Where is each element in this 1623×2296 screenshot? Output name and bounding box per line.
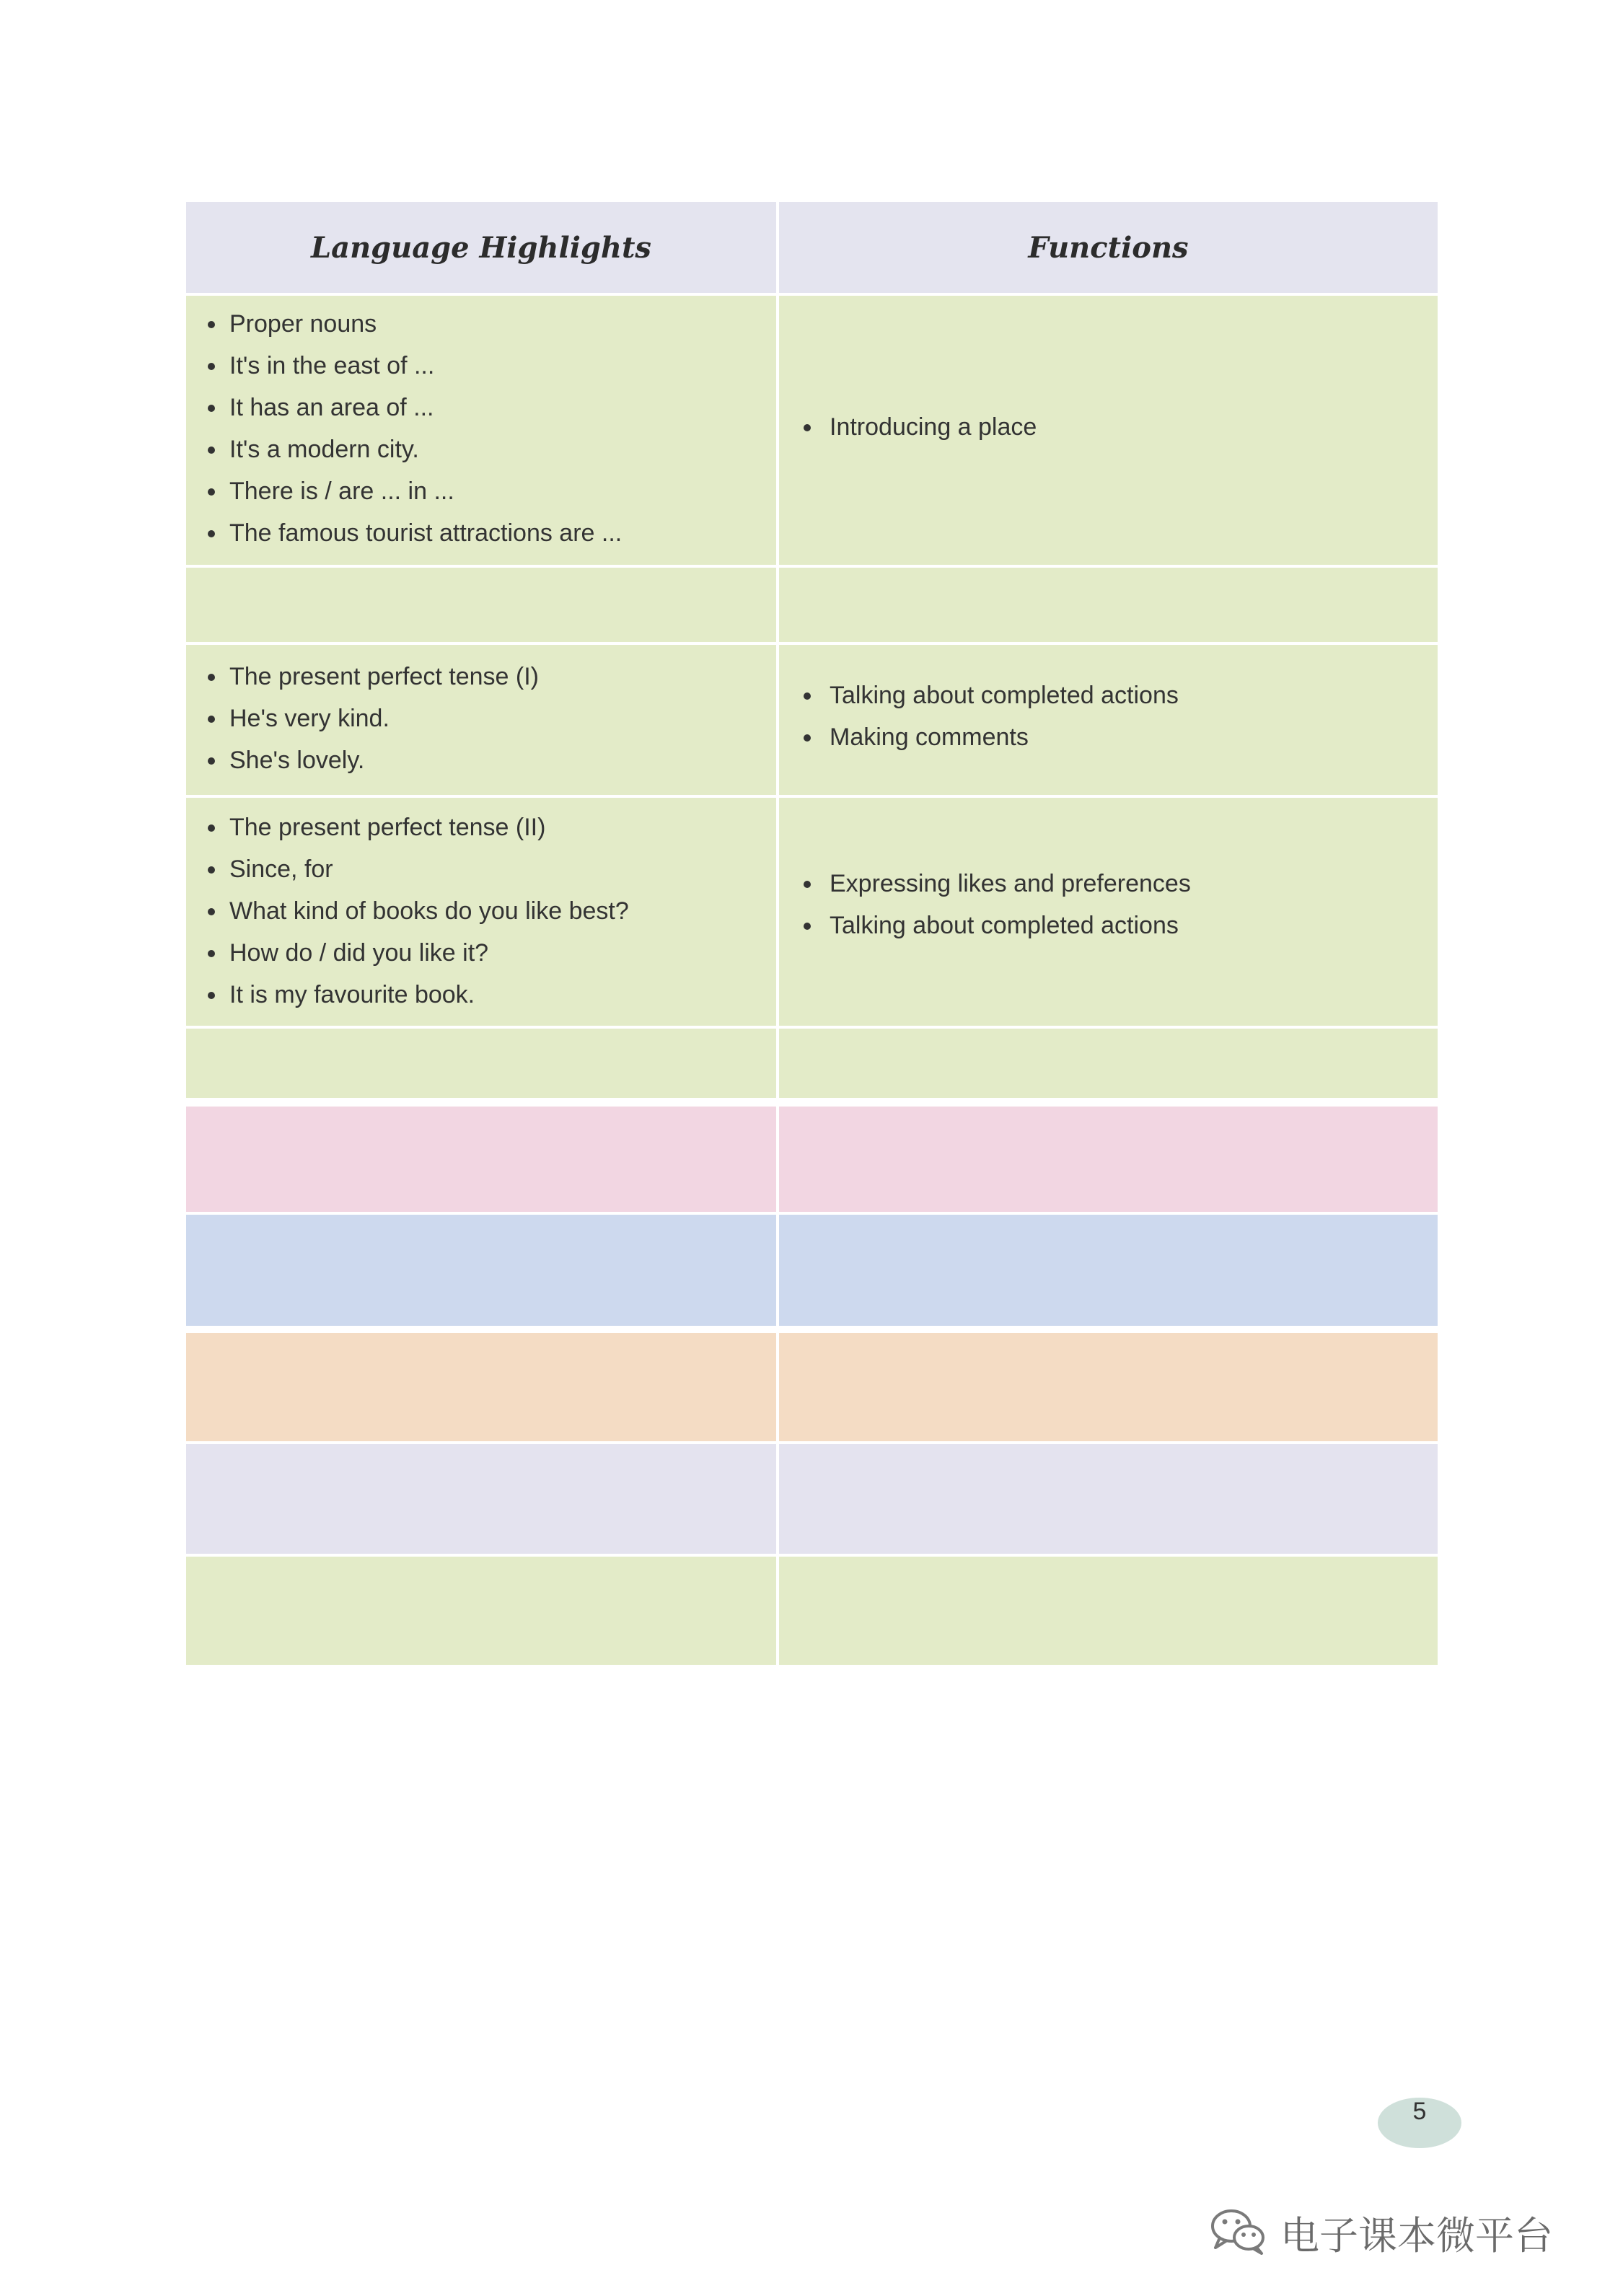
row-cell-right (779, 1557, 1438, 1665)
list-item: How do / did you like it? (186, 932, 776, 974)
list-item: It has an area of ... (186, 387, 776, 428)
row-cell-right (779, 1333, 1438, 1444)
row-cell-right (779, 645, 1438, 798)
table-row (186, 296, 1438, 568)
row-cell-left (186, 1333, 779, 1444)
language-list (186, 303, 776, 554)
functions-list (779, 674, 1179, 758)
table-row (186, 1557, 1438, 1665)
list-item: The famous tourist attractions are ... (186, 512, 776, 554)
list-item: Introducing a place (779, 406, 1037, 448)
list-item: Proper nouns (186, 303, 776, 345)
row-cell-left (186, 568, 779, 645)
functions-list (779, 406, 1037, 448)
list-item: Talking about completed actions (779, 905, 1191, 946)
list-item: Expressing likes and preferences (779, 863, 1191, 905)
row-cell-right (779, 798, 1438, 1029)
row-cell-left (186, 1029, 779, 1101)
list-item: What kind of books do you like best? (186, 890, 776, 932)
row-cell-left (186, 798, 779, 1029)
list-item: The present perfect tense (II) (186, 806, 776, 848)
row-cell-left (186, 1215, 779, 1329)
table-row (186, 645, 1438, 798)
row-cell-right (779, 296, 1438, 568)
page-number: 5 (1412, 2098, 1427, 2125)
row-cell-right (779, 1444, 1438, 1557)
list-item: It's in the east of ... (186, 345, 776, 387)
list-item: The present perfect tense (I) (186, 656, 776, 698)
page-number-badge (1378, 2098, 1461, 2148)
watermark-text: 电子课本微平台 (1280, 2212, 1553, 2258)
table-row (186, 568, 1438, 645)
table-row (186, 1329, 1438, 1444)
list-item: It is my favourite book. (186, 974, 776, 1016)
row-cell-right (779, 568, 1438, 645)
list-item: There is / are ... in ... (186, 470, 776, 512)
header-language-highlights: Language Highlights (311, 230, 651, 265)
table-row (186, 1444, 1438, 1557)
wechat-icon (1208, 2206, 1269, 2260)
table-row (186, 1215, 1438, 1329)
table-row (186, 1029, 1438, 1101)
header-cell-right (779, 202, 1438, 296)
table-row (186, 798, 1438, 1029)
list-item: Since, for (186, 848, 776, 890)
list-item: Making comments (779, 716, 1179, 758)
header-cell-left (186, 202, 779, 296)
row-cell-right (779, 1107, 1438, 1215)
list-item: She's lovely. (186, 739, 776, 781)
row-cell-right (779, 1215, 1438, 1329)
watermark (1208, 2204, 1553, 2261)
functions-list (779, 863, 1191, 946)
table-row (186, 1101, 1438, 1215)
row-cell-left (186, 1444, 779, 1557)
list-item: Talking about completed actions (779, 674, 1179, 716)
table-header-row (186, 202, 1438, 296)
language-list (186, 806, 776, 1016)
language-list (186, 656, 776, 781)
row-cell-left (186, 1107, 779, 1215)
header-functions: Functions (1028, 230, 1189, 265)
row-cell-left (186, 296, 779, 568)
row-cell-right (779, 1029, 1438, 1101)
list-item: He's very kind. (186, 698, 776, 739)
row-cell-left (186, 645, 779, 798)
row-cell-left (186, 1557, 779, 1665)
list-item: It's a modern city. (186, 428, 776, 470)
language-functions-table (186, 202, 1438, 1665)
